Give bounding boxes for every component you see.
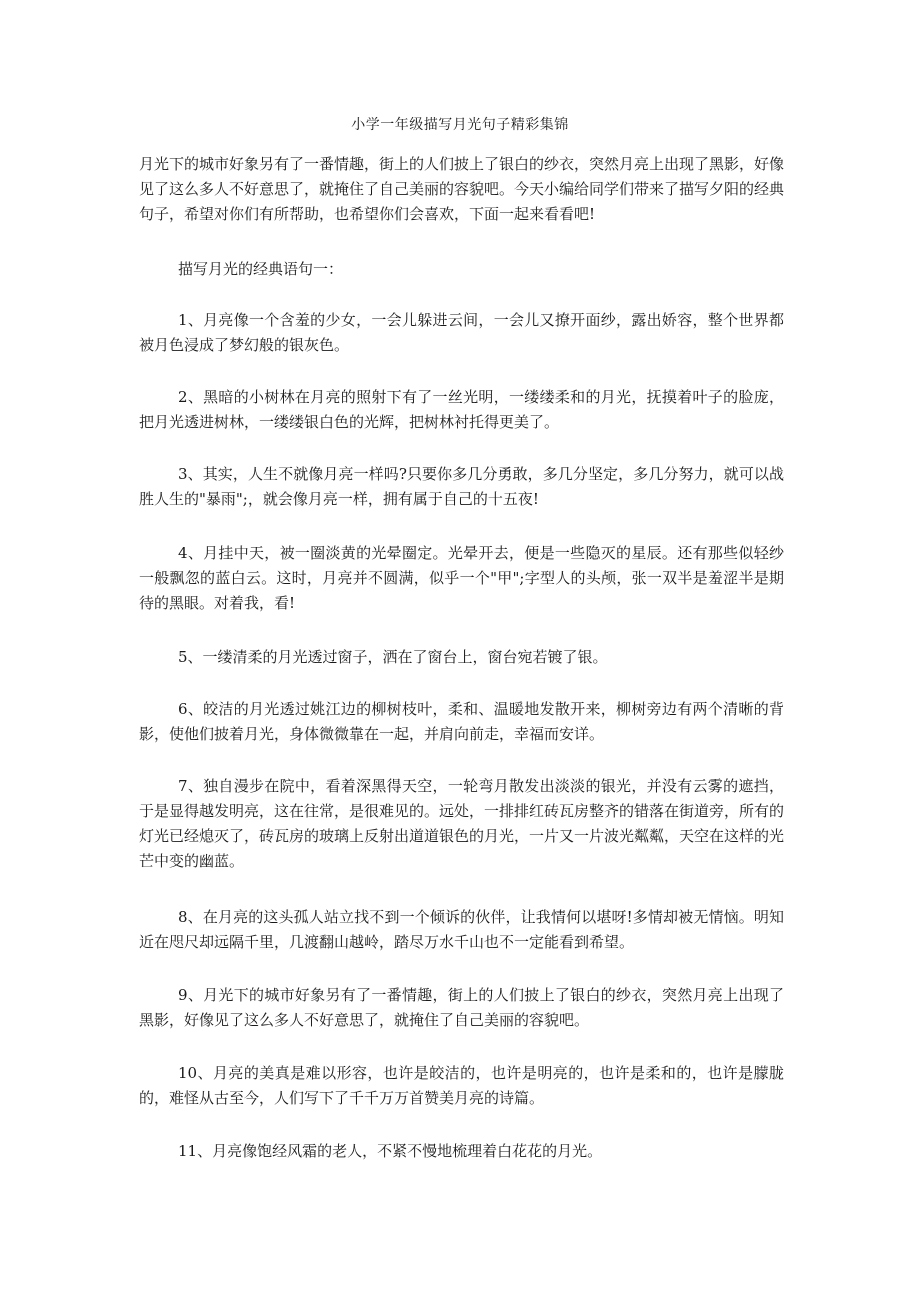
list-item-3: 3、其实，人生不就像月亮一样吗?只要你多几分勇敢，多几分坚定，多几分努力，就可以战胜人生的"暴雨";，就会像月亮一样，拥有属于自己的十五夜!	[139, 465, 784, 508]
list-item-9: 9、月光下的城市好象另有了一番情趣，街上的人们披上了银白的纱衣，突然月亮上出现了黑影，好像见了这么多人不好意思了，就掩住了自己美丽的容貌吧。	[139, 986, 784, 1029]
list-item-10: 10、月亮的美真是难以形容，也许是皎洁的，也许是明亮的，也许是柔和的，也许是朦胧的，难怪从古至今，人们写下了千千万万首赞美月亮的诗篇。	[139, 1064, 784, 1107]
list-item-5: 5、一缕清柔的月光透过窗子，洒在了窗台上，窗台宛若镀了银。	[178, 648, 608, 666]
list-item-6: 6、皎洁的月光透过姚江边的柳树枝叶，柔和、温暖地发散开来，柳树旁边有两个清晰的背影，使他们披着月光，身体微微靠在一起，并肩向前走，幸福而安详。	[139, 700, 784, 743]
list-item-8: 8、在月亮的这头孤人站立找不到一个倾诉的伙伴，让我情何以堪呀!多情却被无情恼。明知近在咫尺却远隔千里，几渡翻山越岭，踏尽万水千山也不一定能看到希望。	[139, 908, 784, 951]
intro-paragraph: 月光下的城市好象另有了一番情趣，街上的人们披上了银白的纱衣，突然月亮上出现了黑影，好像见了这么多人不好意思了，就掩住了自己美丽的容貌吧。今天小编给同学们带来了描写夕阳的经典句子，希望对你们有所帮助，也希望你们会喜欢，下面一起来看看吧!	[139, 155, 785, 223]
list-item-4: 4、月挂中天，被一圈淡黄的光晕圈定。光晕开去，便是一些隐灭的星辰。还有那些似轻纱一般飘忽的蓝白云。这时，月亮并不圆满，似乎一个"甲";字型人的头颅，张一双半是羞涩半是期待的黑眼。对着我，看!	[139, 544, 784, 612]
list-item-7: 7、独自漫步在院中，看着深黑得天空，一轮弯月散发出淡淡的银光，并没有云雾的遮挡，于是显得越发明亮，这在往常，是很难见的。远处，一排排红砖瓦房整齐的错落在街道旁，所有的灯光已经熄灭了，砖瓦房的玻璃上反射出道道银色的月光，一片又一片波光粼粼，天空在这样的光芒中变的幽蓝。	[139, 777, 785, 870]
list-item-1: 1、月亮像一个含羞的少女，一会儿躲进云间，一会儿又撩开面纱，露出娇容，整个世界都被月色浸成了梦幻般的银灰色。	[139, 311, 784, 354]
section-heading: 描写月光的经典语句一：	[178, 260, 344, 278]
document-title: 小学一年级描写月光句子精彩集锦	[351, 117, 569, 133]
list-item-2: 2、黑暗的小树林在月亮的照射下有了一丝光明，一缕缕柔和的月光，抚摸着叶子的脸庞，把月光透进树林，一缕缕银白色的光辉，把树林衬托得更美了。	[139, 388, 784, 431]
list-item-11: 11、月亮像饱经风霜的老人，不紧不慢地梳理着白花花的月光。	[178, 1142, 603, 1160]
